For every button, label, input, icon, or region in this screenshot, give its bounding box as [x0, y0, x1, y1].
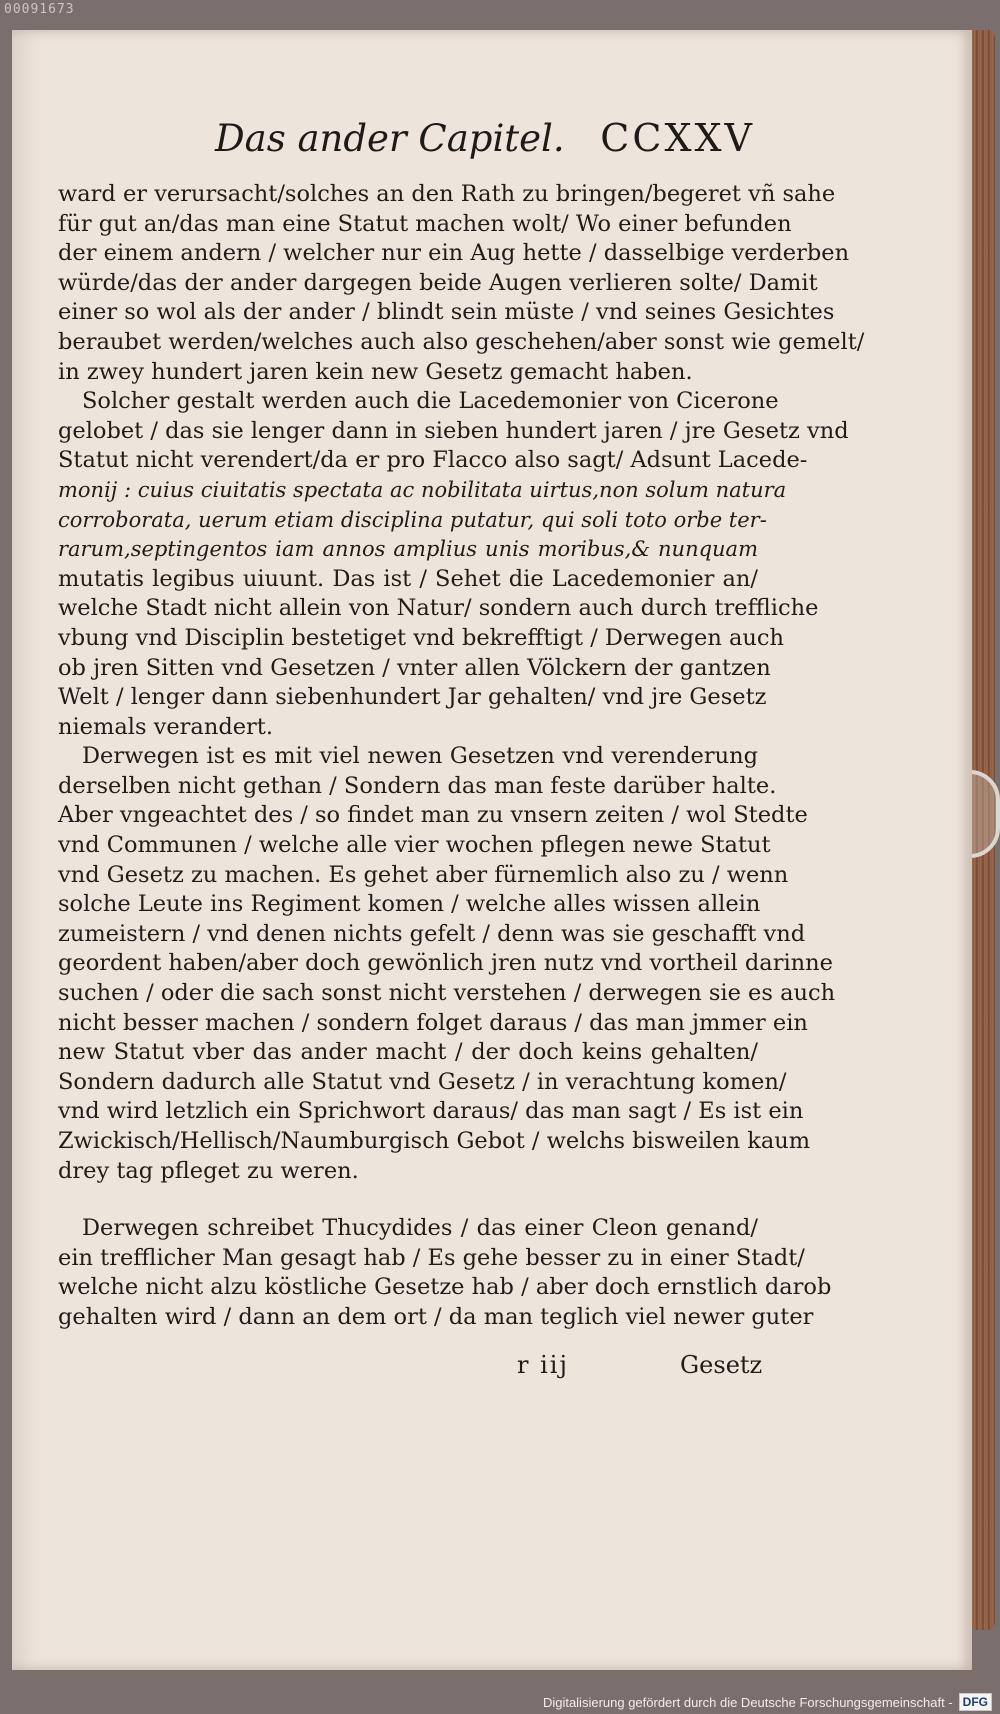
- latin-line: monij : cuius ciuitatis spectata ac nobilitata uirtus,non solum natura: [58, 477, 787, 502]
- text-line: vnd wird letzlich ein Sprichwort daraus/ das man sagt / Es ist ein: [58, 1098, 804, 1125]
- text-line: nicht besser machen / sondern folget daraus / das man jmmer ein: [58, 1009, 808, 1036]
- text-line: new Statut vber das ander macht / der doch keins gehalten/: [58, 1039, 758, 1066]
- text-line: vnd Communen / welche alle vier wochen pflegen newe Statut: [58, 832, 771, 859]
- text-line: Aber vngeachtet des / so findet man zu vnsern zeiten / wol Stedte: [58, 802, 808, 829]
- text-line: Welt / lenger dann siebenhundert Jar gehalten/ vnd jre Gesetz: [58, 684, 767, 711]
- text-line: Sondern dadurch alle Statut vnd Gesetz / in verachtung komen/: [58, 1068, 787, 1095]
- text-line: beraubet werden/welches auch also geschehen/aber sonst wie gemelt/: [58, 328, 865, 355]
- page-header: [215, 116, 755, 160]
- text-line: Zwickisch/Hellisch/Naumburgisch Gebot / welchs bisweilen kaum: [58, 1128, 811, 1154]
- text-line: welche Stadt nicht allein von Natur/ sondern auch durch treffliche: [58, 595, 819, 622]
- text-line: geordent haben/aber doch gewönlich jren nutz vnd vortheil darinne: [58, 950, 833, 977]
- text-line: für gut an/das man eine Statut machen wolt/ Wo einer befunden: [58, 210, 792, 237]
- text-line: gelobet / das sie lenger dann in sieben hundert jaren / jre Gesetz vnd: [58, 417, 849, 444]
- signature-mark: r iij: [517, 1351, 569, 1379]
- scan-id: 00091673: [4, 2, 75, 17]
- text-line: Derwegen schreibet Thucydides / das einer Cleon genand/: [82, 1215, 758, 1242]
- text-line: einer so wol als der ander / blindt sein müste / vnd seines Gesichtes: [58, 299, 835, 326]
- running-title: Das ander Capitel.: [215, 117, 565, 160]
- text-line: Solcher gestalt werden auch die Lacedemonier von Cicerone: [82, 388, 779, 415]
- text-line: der einem andern / welcher nur ein Aug hette / dasselbige verderben: [58, 240, 850, 267]
- text-line: suchen / oder die sach sonst nicht verstehen / derwegen sie es auch: [58, 980, 836, 1007]
- text-line: ob jren Sitten vnd Gesetzen / vnter allen Völckern der gantzen: [58, 654, 771, 681]
- text-line: gehalten wird / dann an dem ort / da man teglich viel newer guter: [58, 1303, 814, 1330]
- catchword: Gesetz: [680, 1351, 763, 1379]
- dfg-logo: DFG: [959, 1693, 992, 1711]
- text-line: drey tag pfleget zu weren.: [58, 1157, 359, 1184]
- text-line: ward er verursacht/solches an den Rath zu bringen/begeret vñ sahe: [58, 181, 836, 207]
- text-block: [58, 180, 865, 1333]
- text-line: würde/das der ander dargegen beide Augen verlieren solte/ Damit: [58, 269, 818, 296]
- text-line: mutatis legibus uiuunt. Das ist / Sehet die Lacedemonier an/: [58, 565, 758, 592]
- text-line: welche nicht alzu köstliche Gesetze hab / aber doch ernstlich darob: [58, 1274, 832, 1301]
- text-line: ein trefflicher Man gesagt hab / Es gehe besser zu in einer Stadt/: [58, 1244, 805, 1271]
- text-line: vnd Gesetz zu machen. Es gehet aber fürnemlich also zu / wenn: [58, 861, 789, 888]
- text-line: solche Leute ins Regiment komen / welche alles wissen allein: [58, 891, 761, 918]
- text-line: in zwey hundert jaren kein new Gesetz gemacht haben.: [58, 358, 693, 385]
- text-line: vbung vnd Disciplin bestetiget vnd bekrefftigt / Derwegen auch: [58, 624, 784, 651]
- paragraph-gap: [58, 1186, 758, 1214]
- folio-number: CCXXV: [600, 116, 755, 160]
- footer-credit: Digitalisierung gefördert durch die Deutsche Forschungsgemeinschaft -: [542, 1694, 953, 1710]
- text-line: derselben nicht gethan / Sondern das man feste darüber halte.: [58, 772, 777, 799]
- latin-line: rarum,septingentos iam annos amplius unis moribus,& nunquam: [58, 537, 758, 562]
- latin-line: corroborata, uerum etiam disciplina putatur, qui soli toto orbe ter-: [58, 507, 767, 532]
- text-line: Statut nicht verendert/da er pro Flacco also sagt/ Adsunt Lacede-: [58, 447, 808, 474]
- digitization-footer: [0, 1690, 1000, 1714]
- text-line: Derwegen ist es mit viel newen Gesetzen vnd verenderung: [82, 743, 758, 770]
- text-line: niemals verandert.: [58, 713, 274, 740]
- text-line: zumeistern / vnd denen nichts gefelt / denn was sie geschafft vnd: [58, 920, 806, 947]
